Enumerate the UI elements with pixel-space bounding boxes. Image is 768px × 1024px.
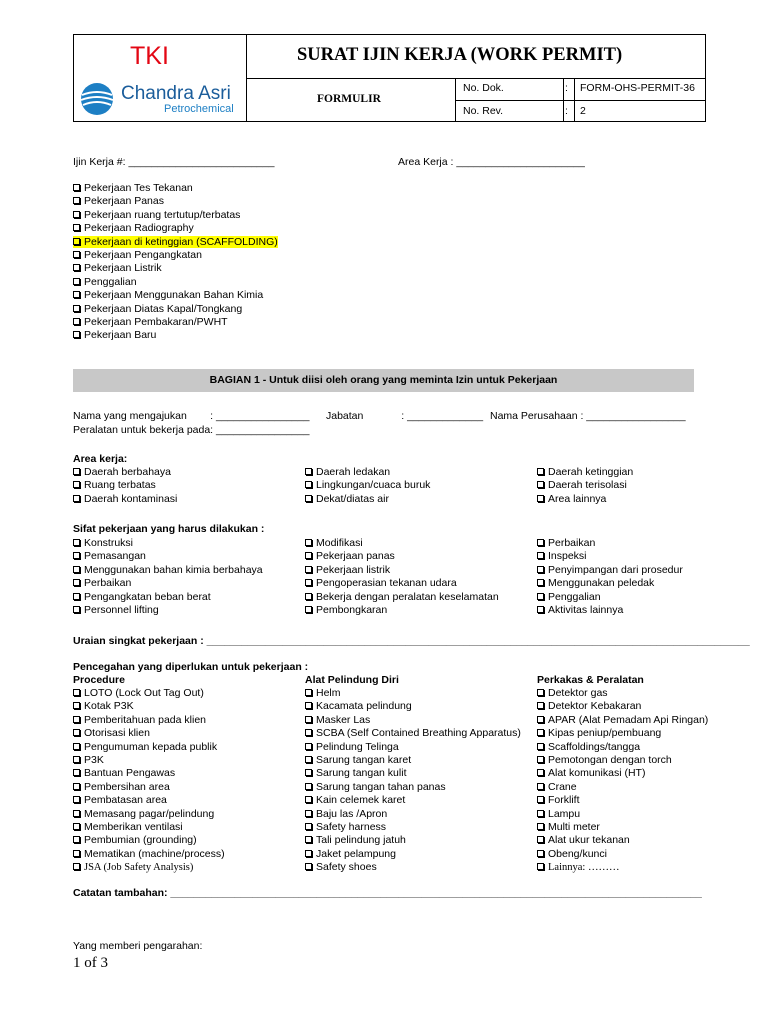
checkbox-icon[interactable] [537, 481, 544, 488]
checkbox-icon[interactable] [73, 197, 80, 204]
checkbox-icon[interactable] [305, 836, 312, 843]
checkbox-icon[interactable] [73, 495, 80, 502]
checkbox-icon[interactable] [537, 796, 544, 803]
work-area-field[interactable]: Area Kerja : ______________________ [398, 156, 585, 168]
doc-no-sep: : [565, 82, 568, 94]
list-item[interactable]: Pekerjaan Tes Tekanan [73, 182, 278, 195]
uraian-field[interactable]: Uraian singkat pekerjaan : _____________________________________________________________________________________________ [73, 635, 750, 647]
list-item[interactable]: Pemasangan [73, 550, 263, 563]
checkbox-icon[interactable] [537, 850, 544, 857]
checkbox-icon[interactable] [537, 769, 544, 776]
list-item[interactable]: Pekerjaan Menggunakan Bahan Kimia [73, 289, 278, 302]
doc-no-value: FORM-OHS-PERMIT-36 [580, 82, 695, 94]
list-item[interactable]: P3K [73, 754, 225, 767]
perkakas-title: Perkakas & Peralatan [537, 674, 644, 686]
checkbox-icon[interactable] [73, 552, 80, 559]
checkbox-icon[interactable] [537, 756, 544, 763]
list-item[interactable]: Pekerjaan Listrik [73, 262, 278, 275]
checkbox-icon[interactable] [537, 716, 544, 723]
list-item[interactable]: JSA (Job Safety Analysis) [73, 861, 225, 874]
list-item[interactable]: Obeng/kunci [537, 848, 708, 861]
area-kerja-col2 [305, 466, 430, 506]
checkbox-icon[interactable] [73, 468, 80, 475]
company-sub: Petrochemical [164, 103, 234, 115]
checkbox-icon[interactable] [305, 495, 312, 502]
checkbox-icon[interactable] [73, 863, 80, 870]
list-item[interactable]: APAR (Alat Pemadam Api Ringan) [537, 714, 708, 727]
checkbox-icon[interactable] [305, 566, 312, 573]
checkbox-icon[interactable] [73, 769, 80, 776]
logo-tki: TKI [130, 42, 169, 70]
list-item[interactable]: Memberikan ventilasi [73, 821, 225, 834]
checkbox-icon[interactable] [73, 291, 80, 298]
list-item[interactable]: Pekerjaan Diatas Kapal/Tongkang [73, 303, 278, 316]
checkbox-icon[interactable] [305, 743, 312, 750]
checkbox-icon[interactable] [73, 729, 80, 736]
list-item[interactable]: Dekat/diatas air [305, 493, 430, 506]
form-label: FORMULIR [317, 93, 381, 105]
checkbox-icon[interactable] [73, 251, 80, 258]
list-item[interactable]: Penyimpangan dari prosedur [537, 564, 683, 577]
checkbox-icon[interactable] [305, 593, 312, 600]
perkakas-list [537, 687, 708, 874]
checkbox-icon[interactable] [537, 566, 544, 573]
checkbox-icon[interactable] [73, 836, 80, 843]
permit-type-list [73, 182, 278, 343]
checkbox-icon[interactable] [305, 539, 312, 546]
checkbox-icon[interactable] [537, 552, 544, 559]
checkbox-icon[interactable] [305, 863, 312, 870]
list-item[interactable]: Pekerjaan listrik [305, 564, 499, 577]
list-item[interactable]: Perbaikan [73, 577, 263, 590]
list-item[interactable]: Sarung tangan tahan panas [305, 781, 521, 794]
checkbox-icon[interactable] [73, 850, 80, 857]
page-number: 1 of 3 [73, 955, 108, 971]
checkbox-icon[interactable] [73, 305, 80, 312]
checkbox-icon[interactable] [305, 689, 312, 696]
checkbox-icon[interactable] [305, 606, 312, 613]
list-item[interactable]: Pembatasan area [73, 794, 225, 807]
list-item[interactable]: Pengangkatan beban berat [73, 591, 263, 604]
sifat-col2 [305, 537, 499, 617]
checkbox-icon[interactable] [305, 756, 312, 763]
checkbox-icon[interactable] [305, 729, 312, 736]
list-item[interactable]: Daerah berbahaya [73, 466, 177, 479]
checkbox-icon[interactable] [537, 702, 544, 709]
checkbox-icon[interactable] [305, 850, 312, 857]
checkbox-icon[interactable] [305, 579, 312, 586]
checkbox-icon[interactable] [73, 224, 80, 231]
checkbox-icon[interactable] [537, 863, 544, 870]
checkbox-icon[interactable] [305, 783, 312, 790]
list-item[interactable]: Otorisasi klien [73, 727, 225, 740]
applicant-field[interactable]: Nama yang mengajukan : ________________ [73, 410, 310, 422]
apd-list [305, 687, 521, 874]
checkbox-icon[interactable] [537, 495, 544, 502]
checkbox-icon[interactable] [537, 836, 544, 843]
list-item[interactable]: Memasang pagar/pelindung [73, 808, 225, 821]
catatan-field[interactable]: Catatan tambahan: ___________________________________________________________________________________________ [73, 887, 702, 899]
rev-sep: : [565, 105, 568, 117]
company-logo-icon [78, 82, 116, 116]
checkbox-icon[interactable] [73, 184, 80, 191]
checkbox-icon[interactable] [73, 211, 80, 218]
list-item[interactable]: Pembongkaran [305, 604, 499, 617]
list-item[interactable]: Pekerjaan Radiography [73, 222, 278, 235]
list-item[interactable]: Ruang terbatas [73, 479, 177, 492]
checkbox-icon[interactable] [305, 716, 312, 723]
position-field[interactable]: Jabatan : _____________ [326, 410, 484, 422]
list-item[interactable]: Lampu [537, 808, 708, 821]
checkbox-icon[interactable] [73, 783, 80, 790]
list-item[interactable]: Pekerjaan ruang tertutup/terbatas [73, 209, 278, 222]
list-item[interactable]: Mematikan (machine/process) [73, 848, 225, 861]
list-item[interactable]: LOTO (Lock Out Tag Out) [73, 687, 225, 700]
checkbox-icon[interactable] [305, 769, 312, 776]
list-item[interactable]: Konstruksi [73, 537, 263, 550]
list-item[interactable]: Pemberitahuan pada klien [73, 714, 225, 727]
checkbox-icon[interactable] [73, 702, 80, 709]
list-item[interactable]: Detektor gas [537, 687, 708, 700]
list-item[interactable]: Daerah terisolasi [537, 479, 633, 492]
list-item[interactable]: Pengoperasian tekanan udara [305, 577, 499, 590]
checkbox-icon[interactable] [73, 579, 80, 586]
checkbox-icon[interactable] [537, 743, 544, 750]
checkbox-icon[interactable] [73, 689, 80, 696]
list-item[interactable]: Crane [537, 781, 708, 794]
company-name: Chandra Asri [121, 83, 231, 104]
list-item[interactable]: Tali pelindung jatuh [305, 834, 521, 847]
doc-no-label: No. Dok. [463, 82, 504, 94]
list-item[interactable]: Pekerjaan Pembakaran/PWHT [73, 316, 278, 329]
list-item[interactable]: Multi meter [537, 821, 708, 834]
list-item[interactable]: Daerah ledakan [305, 466, 430, 479]
document-title: SURAT IJIN KERJA (WORK PERMIT) [297, 45, 623, 65]
list-item[interactable]: Detektor Kebakaran [537, 700, 708, 713]
list-item-highlighted[interactable]: Pekerjaan di ketinggian (SCAFFOLDING) [73, 236, 278, 249]
list-item[interactable]: Kacamata pelindung [305, 700, 521, 713]
checkbox-icon[interactable] [73, 481, 80, 488]
checkbox-icon[interactable] [73, 743, 80, 750]
list-item[interactable]: Bantuan Pengawas [73, 767, 225, 780]
list-item[interactable]: Pembumian (grounding) [73, 834, 225, 847]
list-item[interactable]: Kotak P3K [73, 700, 225, 713]
checkbox-icon[interactable] [73, 796, 80, 803]
checkbox-icon[interactable] [73, 606, 80, 613]
apd-title: Alat Pelindung Diri [305, 674, 399, 686]
checkbox-icon[interactable] [73, 331, 80, 338]
checkbox-icon[interactable] [305, 552, 312, 559]
list-item[interactable]: Forklift [537, 794, 708, 807]
area-kerja-heading: Area kerja: [73, 453, 128, 465]
checkbox-icon[interactable] [73, 716, 80, 723]
list-item[interactable]: Lingkungan/cuaca buruk [305, 479, 430, 492]
list-item[interactable]: Alat komunikasi (HT) [537, 767, 708, 780]
list-item[interactable]: Pengumuman kepada publik [73, 741, 225, 754]
checkbox-icon[interactable] [73, 318, 80, 325]
list-item[interactable]: Safety shoes [305, 861, 521, 874]
list-item[interactable]: Pekerjaan Baru [73, 329, 278, 342]
checkbox-icon[interactable] [537, 539, 544, 546]
list-item[interactable]: Sarung tangan karet [305, 754, 521, 767]
list-item[interactable]: Jaket pelampung [305, 848, 521, 861]
list-item[interactable]: Pemotongan dengan torch [537, 754, 708, 767]
list-item[interactable]: Personnel lifting [73, 604, 263, 617]
list-item[interactable]: Pelindung Telinga [305, 741, 521, 754]
list-item[interactable]: Scaffoldings/tangga [537, 741, 708, 754]
sifat-heading: Sifat pekerjaan yang harus dilakukan : [73, 523, 265, 535]
checkbox-icon[interactable] [73, 264, 80, 271]
list-item[interactable]: Alat ukur tekanan [537, 834, 708, 847]
list-item[interactable]: SCBA (Self Contained Breathing Apparatus) [305, 727, 521, 740]
list-item[interactable]: Penggalian [537, 591, 683, 604]
checkbox-icon[interactable] [73, 539, 80, 546]
list-item[interactable]: Pembersihan area [73, 781, 225, 794]
checkbox-icon[interactable] [73, 823, 80, 830]
list-item[interactable]: Masker Las [305, 714, 521, 727]
sifat-col3 [537, 537, 683, 617]
list-item[interactable]: Inspeksi [537, 550, 683, 563]
list-item[interactable]: Perbaikan [537, 537, 683, 550]
checkbox-icon[interactable] [537, 823, 544, 830]
list-item[interactable]: Baju las /Apron [305, 808, 521, 821]
checkbox-icon[interactable] [537, 579, 544, 586]
checkbox-icon[interactable] [73, 566, 80, 573]
checkbox-icon[interactable] [537, 606, 544, 613]
list-item[interactable]: Daerah kontaminasi [73, 493, 177, 506]
procedure-list [73, 687, 225, 874]
checkbox-icon[interactable] [73, 810, 80, 817]
section-1-title: BAGIAN 1 - Untuk diisi oleh orang yang meminta Izin untuk Pekerjaan [209, 374, 558, 386]
checkbox-icon[interactable] [305, 702, 312, 709]
area-kerja-col3 [537, 466, 633, 506]
list-item[interactable]: Menggunakan peledak [537, 577, 683, 590]
list-item[interactable]: Safety harness [305, 821, 521, 834]
checkbox-icon[interactable] [537, 593, 544, 600]
checkbox-icon[interactable] [537, 468, 544, 475]
rev-label: No. Rev. [463, 105, 504, 117]
list-item[interactable]: Area lainnya [537, 493, 633, 506]
checkbox-icon[interactable] [73, 593, 80, 600]
checkbox-icon[interactable] [305, 810, 312, 817]
checkbox-icon[interactable] [537, 689, 544, 696]
checkbox-icon[interactable] [537, 783, 544, 790]
list-item[interactable]: Pekerjaan Panas [73, 195, 278, 208]
checkbox-icon[interactable] [73, 278, 80, 285]
list-item[interactable]: Menggunakan bahan kimia berbahaya [73, 564, 263, 577]
list-item[interactable]: Pekerjaan Pengangkatan [73, 249, 278, 262]
checkbox-icon[interactable] [537, 729, 544, 736]
list-item[interactable]: Aktivitas lainnya [537, 604, 683, 617]
pencegahan-heading: Pencegahan yang diperlukan untuk pekerjaan : [73, 661, 309, 673]
given-by-label: Yang memberi pengarahan: [73, 940, 203, 952]
checkbox-icon[interactable] [305, 796, 312, 803]
company-field[interactable]: Nama Perusahaan : _________________ [490, 410, 686, 422]
list-item[interactable]: Bekerja dengan peralatan keselamatan [305, 591, 499, 604]
list-item[interactable]: Kain celemek karet [305, 794, 521, 807]
checkbox-icon[interactable] [73, 756, 80, 763]
list-item[interactable]: Kipas peniup/pembuang [537, 727, 708, 740]
sifat-col1 [73, 537, 263, 617]
checkbox-icon[interactable] [305, 468, 312, 475]
rev-value: 2 [580, 105, 586, 117]
permit-number-field[interactable]: Ijin Kerja #: _________________________ [73, 156, 275, 168]
list-item[interactable]: Modifikasi [305, 537, 499, 550]
list-item[interactable]: Lainnya: ……… [537, 861, 708, 874]
tools-field[interactable]: Peralatan untuk bekerja pada: ________________ [73, 424, 310, 436]
list-item[interactable]: Daerah ketinggian [537, 466, 633, 479]
checkbox-icon[interactable] [305, 823, 312, 830]
list-item[interactable]: Pekerjaan panas [305, 550, 499, 563]
list-item[interactable]: Helm [305, 687, 521, 700]
checkbox-icon[interactable] [73, 238, 80, 245]
area-kerja-col1 [73, 466, 177, 506]
checkbox-icon[interactable] [305, 481, 312, 488]
checkbox-icon[interactable] [537, 810, 544, 817]
list-item[interactable]: Sarung tangan kulit [305, 767, 521, 780]
list-item[interactable]: Penggalian [73, 276, 278, 289]
procedure-title: Procedure [73, 674, 125, 686]
